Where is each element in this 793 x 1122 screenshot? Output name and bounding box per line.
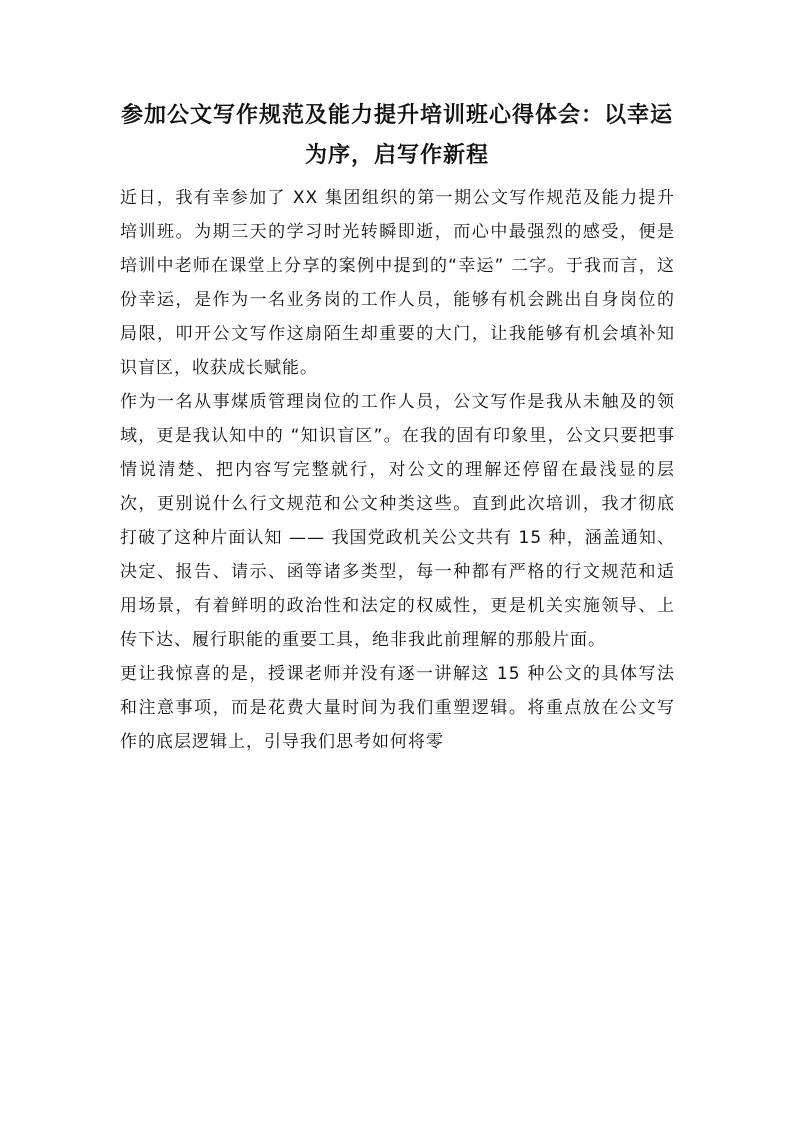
paragraph-1: 近日，我有幸参加了 XX 集团组织的第一期公文写作规范及能力提升培训班。为期三天的学习时光转瞬即逝，而心中最强烈的感受，便是培训中老师在课堂上分享的案例中提到的“幸运” 二字。于我而言，这份幸运，是作为一名业务岗的工作人员，能够有机会跳出自身岗位的局限，叩开公文写作这扇陌生却重要的大门，让我能够有机会填补知识盲区，收获成长赋能。 [120,188,675,378]
paragraph-2: 作为一名从事煤质管理岗位的工作人员，公文写作是我从未触及的领域，更是我认知中的 “知识盲区”。在我的固有印象里，公文只要把事情说清楚、把内容写完整就行，对公文的理解还停留在最浅显的层次，更别说什么行文规范和公文种类这些。直到此次培训，我才彻底打破了这种片面认知 —— 我国党政机关公文共有 15 种，涵盖通知、决定、报告、请示、函等诸多类型，每一种都有严格的行文规范和适用场景，有着鲜明的政治性和法定的权威性，更是机关实施领导、上传下达、履行职能的重要工具，绝非我此前理解的那般片面。 [120,392,675,650]
paragraph-3: 更让我惊喜的是，授课老师并没有逐一讲解这 15 种公文的具体写法和注意事项，而是花费大量时间为我们重塑逻辑。将重点放在公文写作的底层逻辑上，引导我们思考如何将零 [120,664,675,752]
document-title: 参加公文写作规范及能力提升培训班心得体会：以幸运为序，启写作新程 [120,103,673,168]
document-body [120,181,675,759]
